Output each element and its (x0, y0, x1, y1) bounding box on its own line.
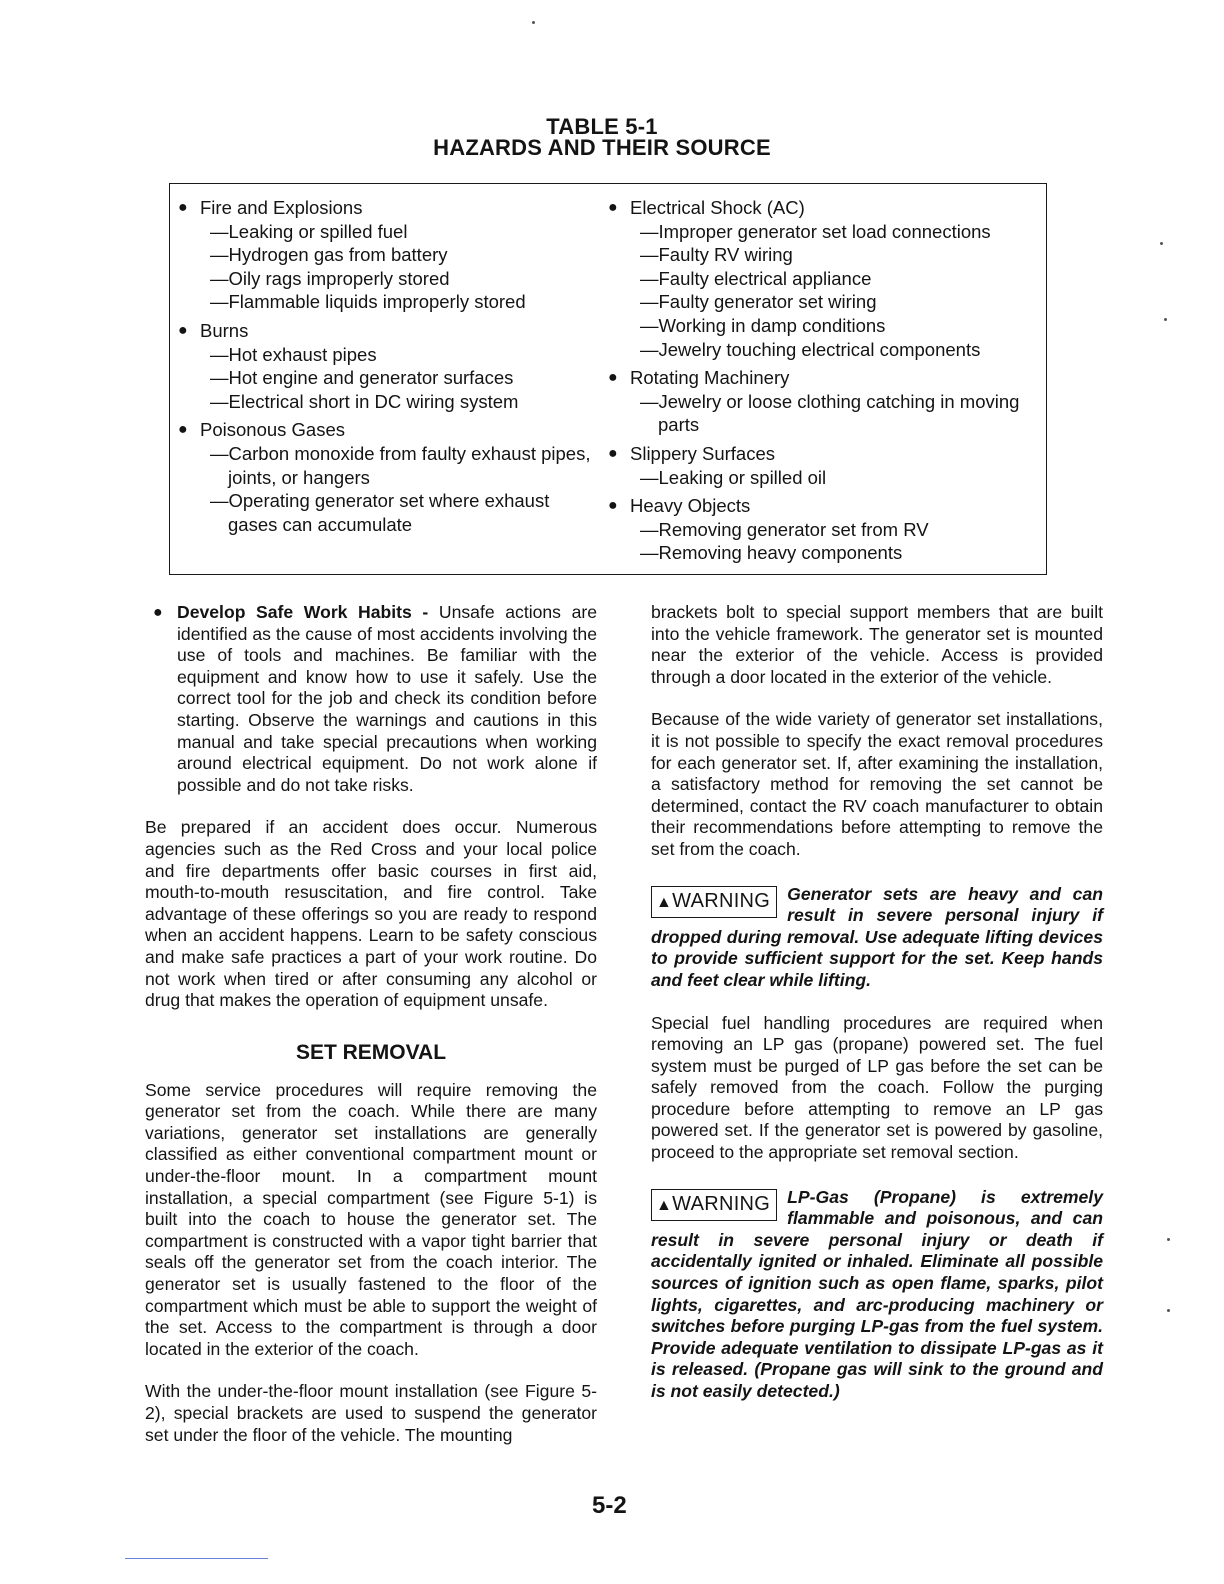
right-text-column (651, 602, 1103, 1403)
hazard-category (178, 319, 598, 413)
hazard-source: —Jewelry or loose clothing catching in moving parts (640, 390, 1020, 436)
hazard-source: —Working in damp conditions (640, 314, 886, 336)
hazard-source: —Electrical short in DC wiring system (210, 390, 519, 412)
bullet-icon: ● (608, 199, 618, 216)
safe-work-habits-title: Develop Safe Work Habits - (177, 602, 429, 622)
hazard-category-title: Heavy Objects (630, 495, 751, 517)
hazard-category-title: Rotating Machinery (630, 367, 790, 389)
hazard-category (608, 442, 1038, 489)
hazard-source: —Leaking or spilled fuel (210, 220, 408, 242)
hazard-source: —Carbon monoxide from faulty exhaust pipes, joints, or hangers (210, 442, 591, 488)
bullet-icon: ● (178, 321, 188, 339)
bullet-icon: ● (608, 369, 618, 387)
hazard-category (608, 196, 1038, 361)
hazard-category (608, 494, 1038, 565)
be-prepared-paragraph: Be prepared if an accident does occur. Numerous agencies such as the Red Cross and your local police and fire departments offer basic courses in first aid, mouth-to-mouth resuscitation, and fire control. Take advantage of these offerings so you are ready to respond when an accident happens. Learn to be safety conscious and make safe practices a part of your work routine. Do not work when tired or after consuming any alcohol or drug that makes the operation of equipment unsafe. (145, 817, 597, 1011)
hazard-source: —Hydrogen gas from battery (210, 244, 448, 266)
hazard-category-title: Slippery Surfaces (630, 442, 775, 464)
warning-label: WARNING (672, 1192, 771, 1215)
hazard-source: —Faulty electrical appliance (640, 267, 872, 289)
scan-speck (1167, 1238, 1170, 1241)
hazard-source: —Faulty generator set wiring (640, 291, 877, 313)
footer-rule (125, 1558, 268, 1559)
safe-work-habits (145, 602, 597, 796)
hazard-source: —Hot exhaust pipes (210, 343, 377, 365)
table-caption: HAZARDS AND THEIR SOURCE (433, 135, 771, 160)
warning-label: WARNING (672, 889, 771, 912)
hazard-category-title: Electrical Shock (AC) (630, 197, 805, 218)
bullet-icon: ● (608, 444, 618, 462)
hazards-table (169, 183, 1047, 575)
scan-speck (1167, 1309, 1170, 1312)
hazard-category-title: Burns (200, 319, 249, 341)
scan-speck (532, 21, 535, 24)
under-floor-paragraph: With the under-the-floor mount installation (see Figure 5-2), special brackets are used to suspend the generator set under the floor of the vehicle. The mounting (145, 1381, 597, 1445)
bullet-icon: ● (153, 604, 163, 621)
set-removal-heading: SET REMOVAL (295, 1040, 447, 1064)
hazards-right-column (608, 196, 1038, 565)
warning-triangle-icon: ▲ (656, 893, 673, 911)
hazard-source: —Flammable liquids improperly stored (210, 291, 526, 313)
hazard-category-title: Fire and Explosions (200, 197, 363, 218)
hazard-category (178, 418, 598, 536)
hazard-source: —Leaking or spilled oil (640, 466, 827, 488)
heavy-set-warning (651, 884, 1103, 992)
warning-text: LP-Gas (Propane) is extremely flammable and poisonous, and can result in severe personal injury or death if accidentally ignited or inhaled. Eliminate all possible sources of ignition such as open flame, sparks, pilot lights, cigarettes, and arc-producing machinery or switches before purging LP-gas from the fuel system. Provide adequate ventilation to dissipate LP-gas as it is released. (Propane gas will sink to the ground and is not easily detected.) (651, 1186, 1103, 1401)
scan-speck (1160, 242, 1163, 245)
safe-work-habits-body: Unsafe actions are identified as the cause of most accidents involving the use of tools and machines. Be familiar with the equipment and know how to use it safely. Use the correct tool for the job and check its condition before starting. Observe the warnings and cautions in this manual and take special precautions when working around electrical equipment. Do not work alone if possible and do not take risks. (177, 602, 598, 795)
hazard-source: —Removing heavy components (640, 542, 903, 564)
set-removal-paragraph: Some service procedures will require removing the generator set from the coach. While there are many variations, generator set installations are generally classified as either conventional compartment mount or under-the-floor mount. In a compartment mount installation, a special compartment (see Figure 5-1) is built into the coach to house the generator set. The compartment is constructed with a vapor tight barrier that seals off the generator set from the coach interior. The generator set is usually fastened to the floor of the compartment which must be able to support the weight of the set. Access to the compartment is through a door located in the exterior of the coach. (145, 1079, 597, 1359)
bullet-icon: ● (608, 497, 618, 515)
hazards-left-column (178, 196, 598, 536)
installation-variety-paragraph: Because of the wide variety of generator set installations, it is not possible to specify the exact removal procedures for each generator set. If, after examining the installation, a satisfactory method for removing the set cannot be determined, contact the RV coach manufacturer to obtain their recommendations before attempting to remove the set from the coach. (651, 709, 1103, 859)
hazard-source: —Oily rags improperly stored (210, 267, 450, 289)
hazard-source: —Hot engine and generator surfaces (210, 367, 514, 389)
fuel-handling-paragraph: Special fuel handling procedures are required when removing an LP gas (propane) powered set. The fuel system must be purged of LP gas before the set can be safely removed from the coach. Follow the purging procedure before attempting to remove an LP gas powered set. If the generator set is powered by gasoline, proceed to the appropriate set removal section. (651, 1012, 1103, 1163)
mounting-brackets-paragraph: brackets bolt to special support members that are built into the vehicle framework. The generator set is mounted near the exterior of the vehicle. Access is provided through a door located in the exterior of the vehicle. (651, 602, 1103, 687)
hazard-category (608, 366, 1038, 437)
page-number: 5-2 (592, 1492, 627, 1519)
hazard-source: —Improper generator set load connections (640, 220, 991, 242)
warning-badge (651, 886, 777, 918)
left-text-column (145, 602, 597, 1446)
bullet-icon: ● (178, 421, 188, 439)
hazard-source: —Operating generator set where exhaust gases can accumulate (210, 490, 550, 535)
warning-text: Generator sets are heavy and can result in severe personal injury if dropped during removal. Use adequate lifting devices to provide sufficient support for the set. Keep hands and feet clear while lifting. (651, 883, 1103, 990)
warning-triangle-icon: ▲ (656, 1196, 673, 1214)
hazard-source: —Jewelry touching electrical components (640, 338, 981, 360)
warning-badge (651, 1189, 777, 1221)
lp-gas-warning (651, 1187, 1103, 1403)
hazard-source: —Removing generator set from RV (640, 518, 929, 540)
hazard-category (178, 196, 598, 314)
hazard-source: —Faulty RV wiring (640, 244, 793, 266)
hazard-category-title: Poisonous Gases (200, 419, 346, 441)
scan-speck (1164, 318, 1167, 321)
bullet-icon: ● (178, 199, 188, 216)
table-number: TABLE 5-1 (546, 114, 658, 139)
